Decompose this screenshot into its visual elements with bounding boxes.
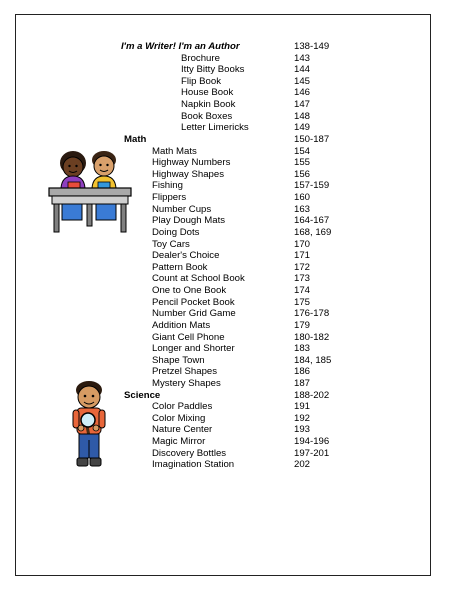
toc-item-pages: 194-196 bbox=[294, 436, 330, 448]
toc-item-name: Pencil Pocket Book bbox=[152, 296, 235, 308]
toc-item-name: Imagination Station bbox=[152, 459, 235, 471]
toc-item-name: Highway Shapes bbox=[152, 168, 224, 180]
toc-item-pages: 187 bbox=[294, 377, 311, 389]
toc-item-name: Dealer's Choice bbox=[152, 250, 220, 262]
toc-item-name: Addition Mats bbox=[152, 319, 211, 331]
section-pages: 150-187 bbox=[294, 133, 330, 145]
toc-item-name: Toy Cars bbox=[152, 238, 190, 250]
toc-item-name: Giant Cell Phone bbox=[152, 331, 225, 343]
toc-item-name: Nature Center bbox=[152, 424, 213, 436]
toc-item-name: Flip Book bbox=[181, 75, 221, 87]
toc-item-name: Shape Town bbox=[152, 354, 205, 366]
toc-item-name: One to One Book bbox=[152, 285, 227, 297]
desk bbox=[49, 188, 131, 232]
toc-item-pages: 184, 185 bbox=[294, 354, 332, 366]
section-pages: 138-149 bbox=[294, 41, 330, 52]
toc-item-pages: 160 bbox=[294, 192, 311, 204]
toc-item-name: Highway Numbers bbox=[152, 157, 231, 169]
toc-item-pages: 179 bbox=[294, 319, 311, 331]
toc-item-pages: 146 bbox=[294, 87, 311, 99]
toc-item-name: Fishing bbox=[152, 180, 183, 192]
toc-item-pages: 156 bbox=[294, 168, 311, 180]
toc-item-name: Math Mats bbox=[152, 145, 197, 157]
section-title: Science bbox=[124, 389, 161, 401]
toc-item-name: Magic Mirror bbox=[152, 436, 206, 448]
toc-item-name: Brochure bbox=[181, 52, 220, 64]
toc-item-pages: 173 bbox=[294, 273, 311, 285]
toc-item-pages: 186 bbox=[294, 366, 311, 378]
section-pages: 188-202 bbox=[294, 389, 330, 401]
toc-item-name: Play Dough Mats bbox=[152, 215, 226, 227]
toc-item-name: Longer and Shorter bbox=[152, 343, 235, 355]
toc-item-pages: 183 bbox=[294, 343, 311, 355]
toc-item-pages: 197-201 bbox=[294, 447, 330, 459]
toc-item-name: Mystery Shapes bbox=[152, 377, 221, 389]
section-title: I'm a Writer! I'm an Author bbox=[121, 41, 240, 52]
toc-item-pages: 175 bbox=[294, 296, 311, 308]
boy-with-magnifier-clipart bbox=[68, 380, 112, 474]
toc-item-pages: 191 bbox=[294, 401, 311, 413]
toc-item-pages: 163 bbox=[294, 203, 311, 215]
toc-item-pages: 157-159 bbox=[294, 180, 330, 192]
toc-item-pages: 193 bbox=[294, 424, 311, 436]
toc-item-pages: 192 bbox=[294, 412, 311, 424]
toc-item-name: Book Boxes bbox=[181, 110, 233, 122]
toc-item-name: Pretzel Shapes bbox=[152, 366, 218, 378]
toc-item-name: Number Cups bbox=[152, 203, 212, 215]
toc-item-name: Flippers bbox=[152, 192, 187, 204]
toc-item-pages: 172 bbox=[294, 261, 311, 273]
toc-item-pages: 170 bbox=[294, 238, 311, 250]
toc-item-pages: 168, 169 bbox=[294, 226, 332, 238]
toc-item-pages: 147 bbox=[294, 99, 311, 111]
toc-item-pages: 164-167 bbox=[294, 215, 330, 227]
toc-item-pages: 154 bbox=[294, 145, 311, 157]
toc-item-name: Color Mixing bbox=[152, 412, 206, 424]
toc-item-pages: 144 bbox=[294, 64, 311, 76]
toc-item-name: Letter Limericks bbox=[181, 122, 249, 134]
toc-item-pages: 155 bbox=[294, 157, 311, 169]
toc-item-pages: 145 bbox=[294, 75, 311, 87]
toc-item-name: Color Paddles bbox=[152, 401, 213, 413]
toc-item-name: Doing Dots bbox=[152, 226, 200, 238]
toc-item-pages: 174 bbox=[294, 285, 311, 297]
toc-item-name: Itty Bitty Books bbox=[181, 64, 245, 76]
section-title: Math bbox=[124, 133, 147, 145]
toc-item-name: Count at School Book bbox=[152, 273, 245, 285]
toc-item-name: Napkin Book bbox=[181, 99, 236, 111]
toc-item-name: Pattern Book bbox=[152, 261, 208, 273]
toc-item-pages: 180-182 bbox=[294, 331, 330, 343]
toc-item-pages: 148 bbox=[294, 110, 311, 122]
toc-item-pages: 171 bbox=[294, 250, 311, 262]
kids-at-desk-clipart bbox=[46, 148, 134, 234]
toc-item-name: House Book bbox=[181, 87, 234, 99]
toc-item-pages: 176-178 bbox=[294, 308, 330, 320]
toc-item-pages: 143 bbox=[294, 52, 311, 64]
toc-item-name: Discovery Bottles bbox=[152, 447, 227, 459]
toc-item-pages: 202 bbox=[294, 459, 311, 471]
toc-item-pages: 149 bbox=[294, 122, 311, 134]
toc-item-name: Number Grid Game bbox=[152, 308, 236, 320]
